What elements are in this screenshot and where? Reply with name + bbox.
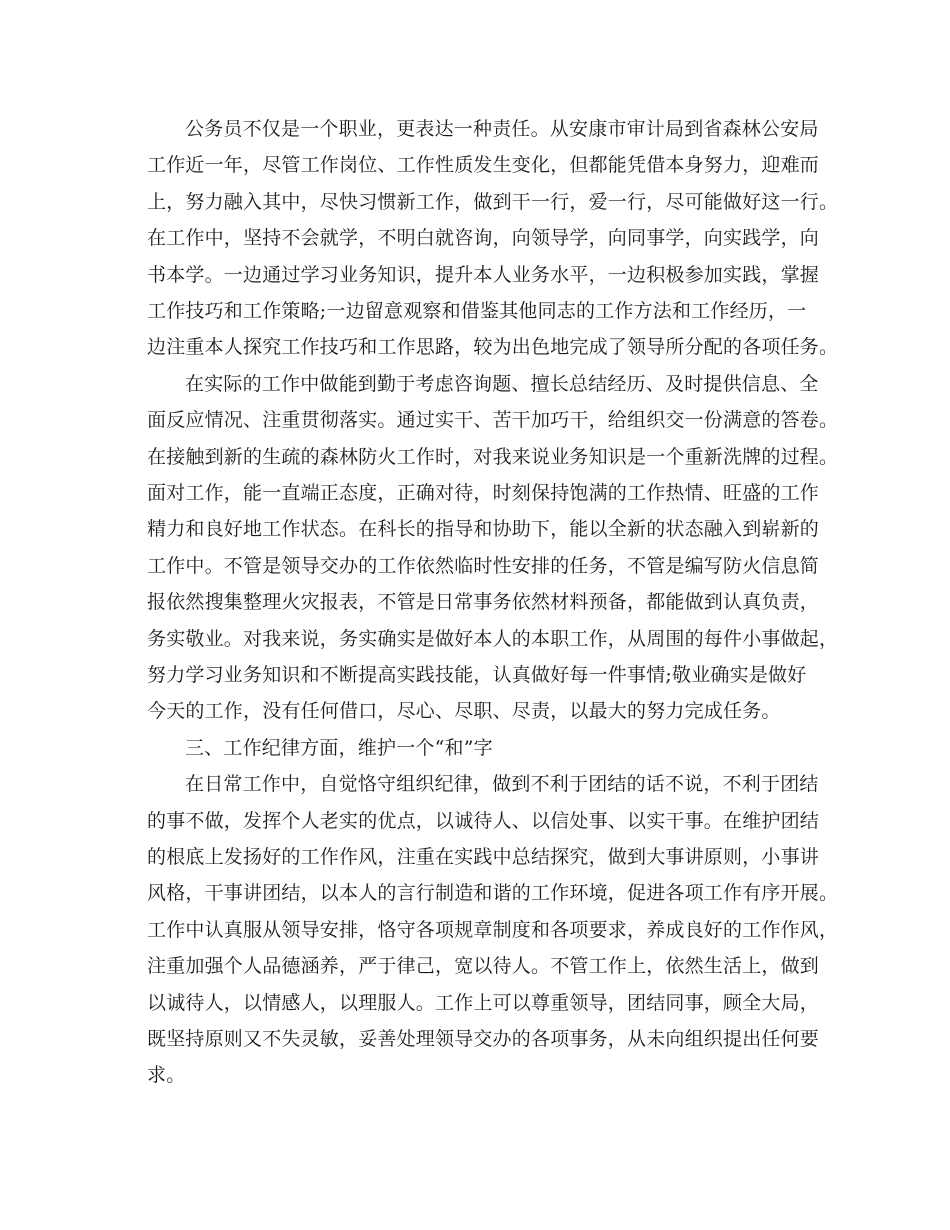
paragraph-line: 风格，干事讲团结，以本人的言行制造和谐的工作环境，促进各项工作有序开展。 — [147, 882, 839, 905]
paragraph-line: 书本学。一边通过学习业务知识，提升本人业务水平，一边积极参加实践，掌握 — [147, 263, 820, 286]
paragraph-line: 努力学习业务知识和不断提高实践技能，认真做好每一件事情;敬业确实是做好 — [147, 664, 807, 686]
paragraph-line: 报依然搜集整理火灾报表，不管是日常事务依然材料预备，都能做到认真负责， — [147, 591, 820, 614]
paragraph-line: 的根底上发扬好的工作作风，注重在实践中总结探究，做到大事讲原则，小事讲 — [147, 846, 820, 868]
paragraph-first-line: 在日常工作中，自觉恪守组织纪律，做到不利于团结的话不说，不利于团结 — [185, 773, 819, 796]
paragraph-line: 在接触到新的生疏的森林防火工作时，对我来说业务知识是一个重新洗牌的过程。 — [147, 445, 839, 468]
paragraph-line: 工作中认真服从领导安排，恪守各项规章制度和各项要求，养成良好的工作作风， — [147, 918, 839, 941]
paragraph-line: 工作技巧和工作策略;一边留意观察和借鉴其他同志的工作方法和工作经历，一 — [147, 300, 807, 322]
paragraph-first-line: 公务员不仅是一个职业，更表达一种责任。从安康市审计局到省森林公安局 — [185, 118, 819, 140]
paragraph-line: 求。 — [147, 1064, 186, 1087]
paragraph-line: 上，努力融入其中，尽快习惯新工作，做到干一行，爱一行，尽可能做好这一行。 — [147, 190, 839, 213]
paragraph-line: 工作中。不管是领导交办的工作依然临时性安排的任务，不管是编写防火信息简 — [147, 554, 820, 577]
paragraph-line: 面对工作，能一直端正态度，正确对待，时刻保持饱满的工作热情、旺盛的工作 — [147, 482, 820, 504]
paragraph-line: 的事不做，发挥个人老实的优点，以诚待人、以信处事、以实干事。在维护团结 — [147, 809, 820, 832]
paragraph-line: 工作近一年，尽管工作岗位、工作性质发生变化，但都能凭借本身努力，迎难而 — [147, 154, 820, 177]
paragraph-line: 边注重本人探究工作技巧和工作思路，较为出色地完成了领导所分配的各项任务。 — [147, 336, 839, 359]
paragraph-line: 今天的工作，没有任何借口，尽心、尽职、尽责，以最大的努力完成任务。 — [147, 700, 781, 723]
paragraph-line: 面反应情况、注重贯彻落实。通过实干、苦干加巧干，给组织交一份满意的答卷。 — [147, 409, 839, 432]
paragraph-line: 务实敬业。对我来说，务实确实是做好本人的本职工作，从周围的每件小事做起， — [147, 627, 839, 650]
paragraph-first-line: 三、工作纪律方面，维护一个“和”字 — [185, 736, 493, 759]
paragraph-first-line: 在实际的工作中做能到勤于考虑咨询题、擅长总结经历、及时提供信息、全 — [185, 372, 819, 395]
paragraph-line: 在工作中，坚持不会就学，不明白就咨询，向领导学，向同事学，向实践学，向 — [147, 227, 820, 250]
paragraph-line: 以诚待人，以情感人，以理服人。工作上可以尊重领导，团结同事，顾全大局， — [147, 991, 820, 1014]
paragraph-line: 注重加强个人品德涵养，严于律己，宽以待人。不管工作上，依然生活上，做到 — [147, 955, 820, 978]
paragraph-line: 既坚持原则又不失灵敏，妥善处理领导交办的各项事务，从未向组织提出任何要 — [147, 1028, 820, 1050]
paragraph-line: 精力和良好地工作状态。在科长的指导和协助下，能以全新的状态融入到崭新的 — [147, 518, 820, 541]
